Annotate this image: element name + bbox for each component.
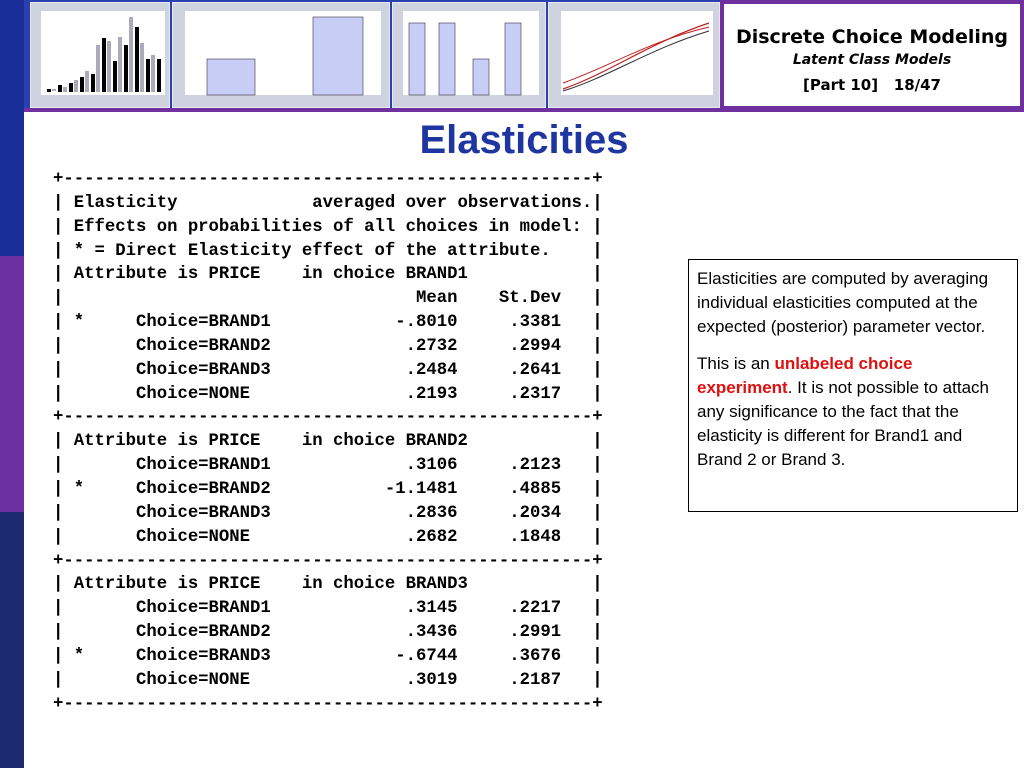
- output-line: +---------------------------------------------------+: [53, 170, 603, 189]
- output-line: | Attribute is PRICE in choice BRAND1 |: [53, 265, 603, 285]
- output-line: | Choice=BRAND1 .3145 .2217 |: [53, 599, 603, 619]
- output-line: | * Choice=BRAND2 -1.1481 .4885 |: [53, 479, 603, 499]
- course-title-box: [722, 2, 1022, 108]
- output-line: | Effects on probabilities of all choices in model: |: [53, 217, 603, 237]
- line-chart-thumbnail: [548, 2, 720, 108]
- output-line: | Elasticity averaged over observations.|: [53, 193, 603, 213]
- slide-title: Elasticities: [419, 118, 629, 162]
- output-line: | Mean St.Dev |: [53, 289, 603, 309]
- bar-chart-thumbnail-2: [392, 2, 546, 108]
- left-bar-middle-segment: [0, 256, 24, 512]
- output-line: +---------------------------------------------------+: [53, 694, 603, 714]
- output-line: | Choice=NONE .2682 .1848 |: [53, 527, 603, 547]
- note-highlight: unlabeled choice experiment: [697, 353, 913, 397]
- note-paragraph-2: [697, 352, 1009, 473]
- output-line: | * Choice=BRAND3 -.6744 .3676 |: [53, 646, 603, 666]
- note-text-after: . It is not possible to attach any significance to the fact that the elasticity is different for Brand1 and Brand 2 or Brand 3.: [697, 377, 989, 470]
- output-line: | Choice=BRAND2 .2732 .2994 |: [53, 336, 603, 356]
- left-accent-bar: [0, 0, 24, 768]
- histogram-thumbnail: [30, 2, 170, 108]
- output-line: +---------------------------------------------------+: [53, 551, 603, 571]
- explanation-note: [688, 259, 1018, 512]
- left-bar-top-segment: [0, 0, 24, 256]
- output-line: | Choice=BRAND1 .3106 .2123 |: [53, 456, 603, 476]
- bar-chart-thumbnail: [172, 2, 390, 108]
- slide-number: [Part 10] 18/47: [803, 76, 941, 94]
- output-line: | Choice=BRAND3 .2484 .2641 |: [53, 360, 603, 380]
- left-bar-bottom-segment: [0, 512, 24, 768]
- elasticity-output-table: [53, 168, 603, 716]
- output-line: +---------------------------------------------------+: [53, 408, 603, 428]
- output-line: | Attribute is PRICE in choice BRAND3 |: [53, 575, 603, 595]
- output-line: | Choice=BRAND3 .2836 .2034 |: [53, 503, 603, 523]
- output-line: | * = Direct Elasticity effect of the attribute. |: [53, 241, 603, 261]
- output-line: | Choice=NONE .2193 .2317 |: [53, 384, 603, 404]
- note-text-before: This is an: [697, 353, 775, 373]
- note-paragraph-1: Elasticities are computed by averaging individual elasticities computed at the expected (posterior) parameter vector.: [697, 269, 989, 337]
- output-line: | * Choice=BRAND1 -.8010 .3381 |: [53, 313, 603, 333]
- output-line: | Choice=NONE .3019 .2187 |: [53, 670, 603, 690]
- course-subtitle: Latent Class Models: [792, 52, 952, 68]
- course-title: Discrete Choice Modeling: [735, 26, 1009, 48]
- output-line: | Choice=BRAND2 .3436 .2991 |: [53, 623, 603, 643]
- output-line: | Attribute is PRICE in choice BRAND2 |: [53, 432, 603, 452]
